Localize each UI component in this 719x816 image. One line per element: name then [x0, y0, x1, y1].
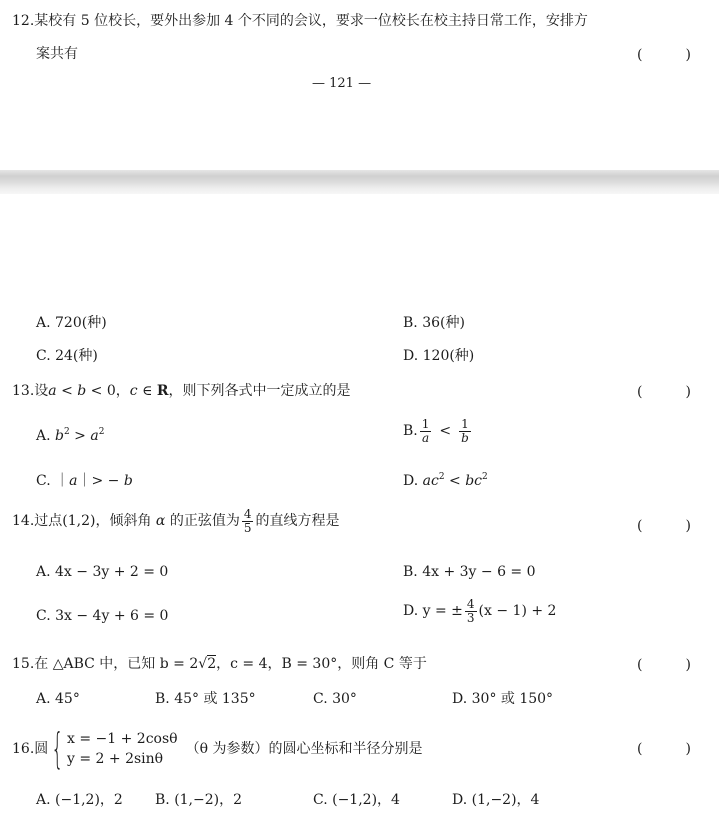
q14-mid: 的正弦值为 [169, 513, 240, 530]
option-d-prefix: D. y = ± [403, 603, 463, 620]
var-ac: ac [422, 473, 439, 489]
q16-option-b: B. (1,−2)，2 [155, 792, 243, 808]
q12-option-b: B. 36(种) [403, 315, 465, 331]
q13-option-b [403, 418, 473, 444]
fraction-1-over-a [420, 418, 432, 444]
exponent: 2 [438, 472, 445, 482]
q14-option-d [403, 598, 556, 624]
var-c: c [129, 383, 138, 399]
var-a: a [48, 383, 57, 399]
var-b: b [77, 383, 87, 399]
exponent: 2 [98, 427, 105, 437]
q14-stem [12, 508, 339, 534]
q15-option-a: A. 45° [36, 691, 80, 707]
q12-answer-bracket [637, 48, 691, 62]
q13-suffix: ，则下列各式中一定成立的是 [168, 383, 351, 399]
q16-answer-bracket [637, 742, 691, 756]
q12-number: 12. [12, 13, 35, 29]
equation-x: x = −1 + 2cosθ [67, 731, 178, 747]
abs-bar-right: ｜> − [77, 473, 124, 489]
q16-option-a: A. (−1,2)，2 [36, 792, 123, 808]
q13-option-c [36, 474, 133, 488]
q15-text-post: ，c = 4，B = 30°，则角 C 等于 [216, 656, 427, 672]
fraction-4-over-3 [465, 598, 477, 624]
q12-option-d: D. 120(种) [403, 348, 475, 364]
paren-open: ( [637, 741, 643, 757]
q16-prefix: 圆 [34, 741, 49, 757]
var-alpha: α [155, 513, 166, 530]
sqrt-content: 2 [207, 656, 217, 672]
paren-close: ) [685, 518, 691, 534]
numerator: 1 [421, 417, 430, 431]
paren-close: ) [685, 47, 691, 63]
reals-symbol: R [156, 383, 169, 399]
paren-close: ) [685, 384, 691, 400]
q13-answer-bracket [637, 385, 691, 399]
option-label: C. [36, 473, 51, 489]
option-label: B. [403, 423, 418, 440]
q14-option-b: B. 4x + 3y − 6 = 0 [403, 564, 536, 580]
q13-prefix: 设 [34, 383, 49, 399]
q12-text-line2: 案共有 [36, 46, 78, 62]
var-b: b [55, 428, 64, 444]
greater-than: > [69, 428, 91, 444]
option-label: A. [36, 428, 51, 444]
var-bc: bc [465, 473, 483, 489]
equation-y: y = 2 + 2sinθ [67, 751, 164, 767]
fraction-1-over-b [459, 418, 471, 444]
fraction-4-over-5 [242, 508, 254, 534]
q16-option-c: C. (−1,2)，4 [313, 792, 400, 808]
q14-suffix: 的直线方程是 [255, 513, 340, 530]
q14-answer-bracket [637, 519, 691, 533]
paren-close: ) [685, 741, 691, 757]
q15-stem [12, 657, 427, 671]
q16-option-d: D. (1,−2)，4 [452, 792, 540, 808]
less-than: < [439, 423, 452, 440]
q15-number: 15. [12, 656, 35, 672]
q16-suffix: （θ 为参数）的圆心坐标和半径分别是 [185, 741, 423, 757]
left-brace-icon: { [51, 724, 64, 773]
paren-open: ( [637, 47, 643, 63]
q16-number: 16. [12, 741, 35, 757]
q15-text-pre: 在 △ABC 中，已知 b = 2 [34, 656, 199, 672]
q14-number: 14. [12, 513, 35, 530]
less-than-zero: < 0， [86, 383, 130, 399]
parametric-system [48, 724, 178, 773]
var-a: a [69, 473, 78, 489]
q12-line1 [12, 14, 588, 28]
q13-stem [12, 384, 351, 398]
q13-option-d [403, 474, 488, 488]
q16-stem [12, 723, 422, 775]
paren-open: ( [637, 518, 643, 534]
q14-option-a: A. 4x − 3y + 2 = 0 [36, 564, 169, 580]
paren-open: ( [637, 384, 643, 400]
var-b: b [123, 473, 133, 489]
numerator: 1 [461, 417, 469, 431]
less-than: < [56, 383, 78, 399]
denominator: a [421, 430, 430, 445]
less-than: < [444, 473, 466, 489]
option-label: D. [403, 473, 419, 489]
q12-text-line1: 某校有 5 位校长，要外出参加 4 个不同的会议，要求一位校长在校主持日常工作，安排方 [34, 13, 588, 29]
numerator: 4 [243, 507, 252, 521]
q13-number: 13. [12, 383, 35, 399]
var-a: a [90, 428, 99, 444]
exponent: 2 [63, 427, 70, 437]
q12-option-c: C. 24(种) [36, 348, 98, 364]
q15-answer-bracket [637, 658, 691, 672]
paren-open: ( [637, 657, 643, 673]
paren-close: ) [685, 657, 691, 673]
page-number: — 121 — [312, 76, 372, 91]
sqrt-sign-icon: √ [198, 656, 208, 672]
q14-prefix: 过点(1,2)，倾斜角 [34, 513, 152, 530]
element-of: ∈ [137, 383, 157, 399]
equation-list [67, 732, 178, 766]
denominator: 5 [243, 520, 252, 535]
option-d-suffix: (x − 1) + 2 [478, 603, 557, 620]
q12-option-a: A. 720(种) [36, 315, 107, 331]
denominator: 3 [466, 610, 475, 625]
q13-option-a [36, 429, 104, 443]
numerator: 4 [466, 597, 475, 611]
q15-option-c: C. 30° [313, 691, 357, 707]
q14-option-c: C. 3x − 4y + 6 = 0 [36, 608, 169, 624]
q15-option-b: B. 45° 或 135° [155, 691, 256, 707]
q15-option-d: D. 30° 或 150° [452, 691, 554, 707]
page-break-separator [0, 170, 719, 194]
denominator: b [461, 430, 469, 445]
abs-bar-left: ｜ [55, 473, 70, 489]
exponent: 2 [482, 472, 488, 482]
